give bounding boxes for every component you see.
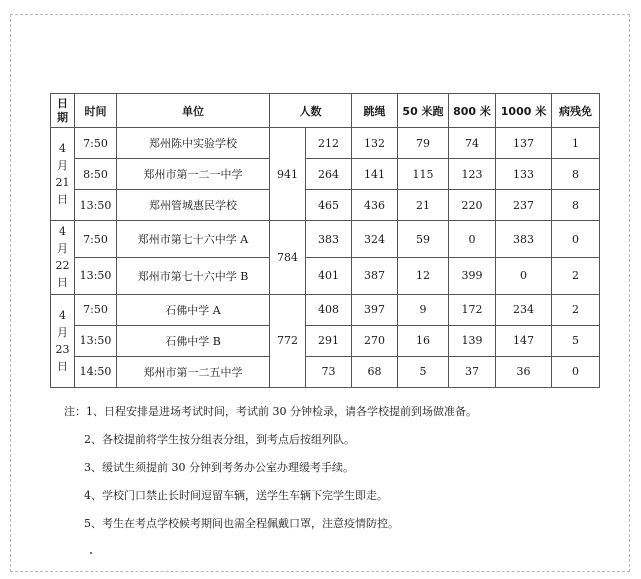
date-cell: 4 月 21 日: [51, 128, 75, 221]
exempt-cell: 2: [552, 294, 600, 325]
exempt-cell: 0: [552, 356, 600, 387]
run800-cell: 74: [449, 128, 496, 159]
time-cell: 13:50: [75, 325, 117, 356]
table-row: [51, 325, 600, 356]
jump-rope-cell: 270: [352, 325, 398, 356]
run800-cell: 0: [449, 221, 496, 258]
jump-rope-cell: 141: [352, 159, 398, 190]
time-cell: 7:50: [75, 221, 117, 258]
exam-schedule-table: [50, 93, 600, 388]
header-date: 日 期: [51, 94, 75, 128]
run50-cell: 21: [398, 190, 449, 221]
note-2: 2、各校提前将学生按分组表分组，到考点后按组列队。: [84, 433, 355, 446]
header-time: 时间: [75, 94, 117, 128]
header-50m-run: 50 米跑: [398, 94, 449, 128]
exempt-cell: 1: [552, 128, 600, 159]
unit-cell: 郑州管城惠民学校: [117, 190, 270, 221]
exempt-cell: 5: [552, 325, 600, 356]
note-1: 注：1、日程安排是进场考试时间，考试前 30 分钟检录，请各学校提前到场做准备。: [64, 405, 477, 418]
jump-rope-cell: 68: [352, 356, 398, 387]
date-cell: 4 月 22 日: [51, 221, 75, 295]
jump-rope-cell: 397: [352, 294, 398, 325]
table-body: [51, 128, 600, 388]
run1000-cell: 133: [496, 159, 552, 190]
run50-cell: 12: [398, 257, 449, 294]
header-unit: 单位: [117, 94, 270, 128]
table-row: [51, 159, 600, 190]
run50-cell: 5: [398, 356, 449, 387]
table-row: [51, 257, 600, 294]
time-cell: 7:50: [75, 128, 117, 159]
run1000-cell: 36: [496, 356, 552, 387]
total-count-cell: 772: [270, 294, 306, 387]
run50-cell: 115: [398, 159, 449, 190]
run1000-cell: 234: [496, 294, 552, 325]
run800-cell: 220: [449, 190, 496, 221]
run800-cell: 37: [449, 356, 496, 387]
time-cell: 13:50: [75, 257, 117, 294]
time-cell: 7:50: [75, 294, 117, 325]
header-count: 人数: [270, 94, 352, 128]
count-cell: 401: [306, 257, 352, 294]
count-cell: 408: [306, 294, 352, 325]
unit-cell: 郑州市第七十六中学 B: [117, 257, 270, 294]
note-5: 5、考生在考点学校候考期间也需全程佩戴口罩，注意疫情防控。: [84, 517, 399, 530]
jump-rope-cell: 132: [352, 128, 398, 159]
total-count-cell: 941: [270, 128, 306, 221]
table-row: [51, 128, 600, 159]
unit-cell: 郑州市第七十六中学 A: [117, 221, 270, 258]
run1000-cell: 383: [496, 221, 552, 258]
total-count-cell: 784: [270, 221, 306, 295]
run1000-cell: 237: [496, 190, 552, 221]
time-cell: 13:50: [75, 190, 117, 221]
unit-cell: 石佛中学 B: [117, 325, 270, 356]
jump-rope-cell: 324: [352, 221, 398, 258]
note-4: 4、学校门口禁止长时间逗留车辆，送学生车辆下完学生即走。: [84, 489, 388, 502]
run50-cell: 79: [398, 128, 449, 159]
exempt-cell: 0: [552, 221, 600, 258]
stray-dot: [90, 552, 92, 554]
note-3: 3、缓试生须提前 30 分钟到考务办公室办理缓考手续。: [84, 461, 354, 474]
jump-rope-cell: 436: [352, 190, 398, 221]
count-cell: 212: [306, 128, 352, 159]
table-row: [51, 190, 600, 221]
exempt-cell: 8: [552, 159, 600, 190]
exempt-cell: 8: [552, 190, 600, 221]
exempt-cell: 2: [552, 257, 600, 294]
table-row: [51, 221, 600, 258]
unit-cell: 郑州陈中实验学校: [117, 128, 270, 159]
count-cell: 383: [306, 221, 352, 258]
count-cell: 73: [306, 356, 352, 387]
header-800m: 800 米: [449, 94, 496, 128]
header-1000m: 1000 米: [496, 94, 552, 128]
unit-cell: 石佛中学 A: [117, 294, 270, 325]
run800-cell: 399: [449, 257, 496, 294]
time-cell: 14:50: [75, 356, 117, 387]
time-cell: 8:50: [75, 159, 117, 190]
run800-cell: 123: [449, 159, 496, 190]
jump-rope-cell: 387: [352, 257, 398, 294]
table-header-row: [51, 94, 600, 128]
run1000-cell: 147: [496, 325, 552, 356]
header-exempt: 病残免: [552, 94, 600, 128]
header-jump-rope: 跳绳: [352, 94, 398, 128]
unit-cell: 郑州市第一二五中学: [117, 356, 270, 387]
run1000-cell: 0: [496, 257, 552, 294]
run800-cell: 172: [449, 294, 496, 325]
run50-cell: 59: [398, 221, 449, 258]
count-cell: 465: [306, 190, 352, 221]
table-row: [51, 294, 600, 325]
run50-cell: 16: [398, 325, 449, 356]
run1000-cell: 137: [496, 128, 552, 159]
table-row: [51, 356, 600, 387]
count-cell: 291: [306, 325, 352, 356]
unit-cell: 郑州市第一二一中学: [117, 159, 270, 190]
count-cell: 264: [306, 159, 352, 190]
date-cell: 4 月 23 日: [51, 294, 75, 387]
run800-cell: 139: [449, 325, 496, 356]
run50-cell: 9: [398, 294, 449, 325]
